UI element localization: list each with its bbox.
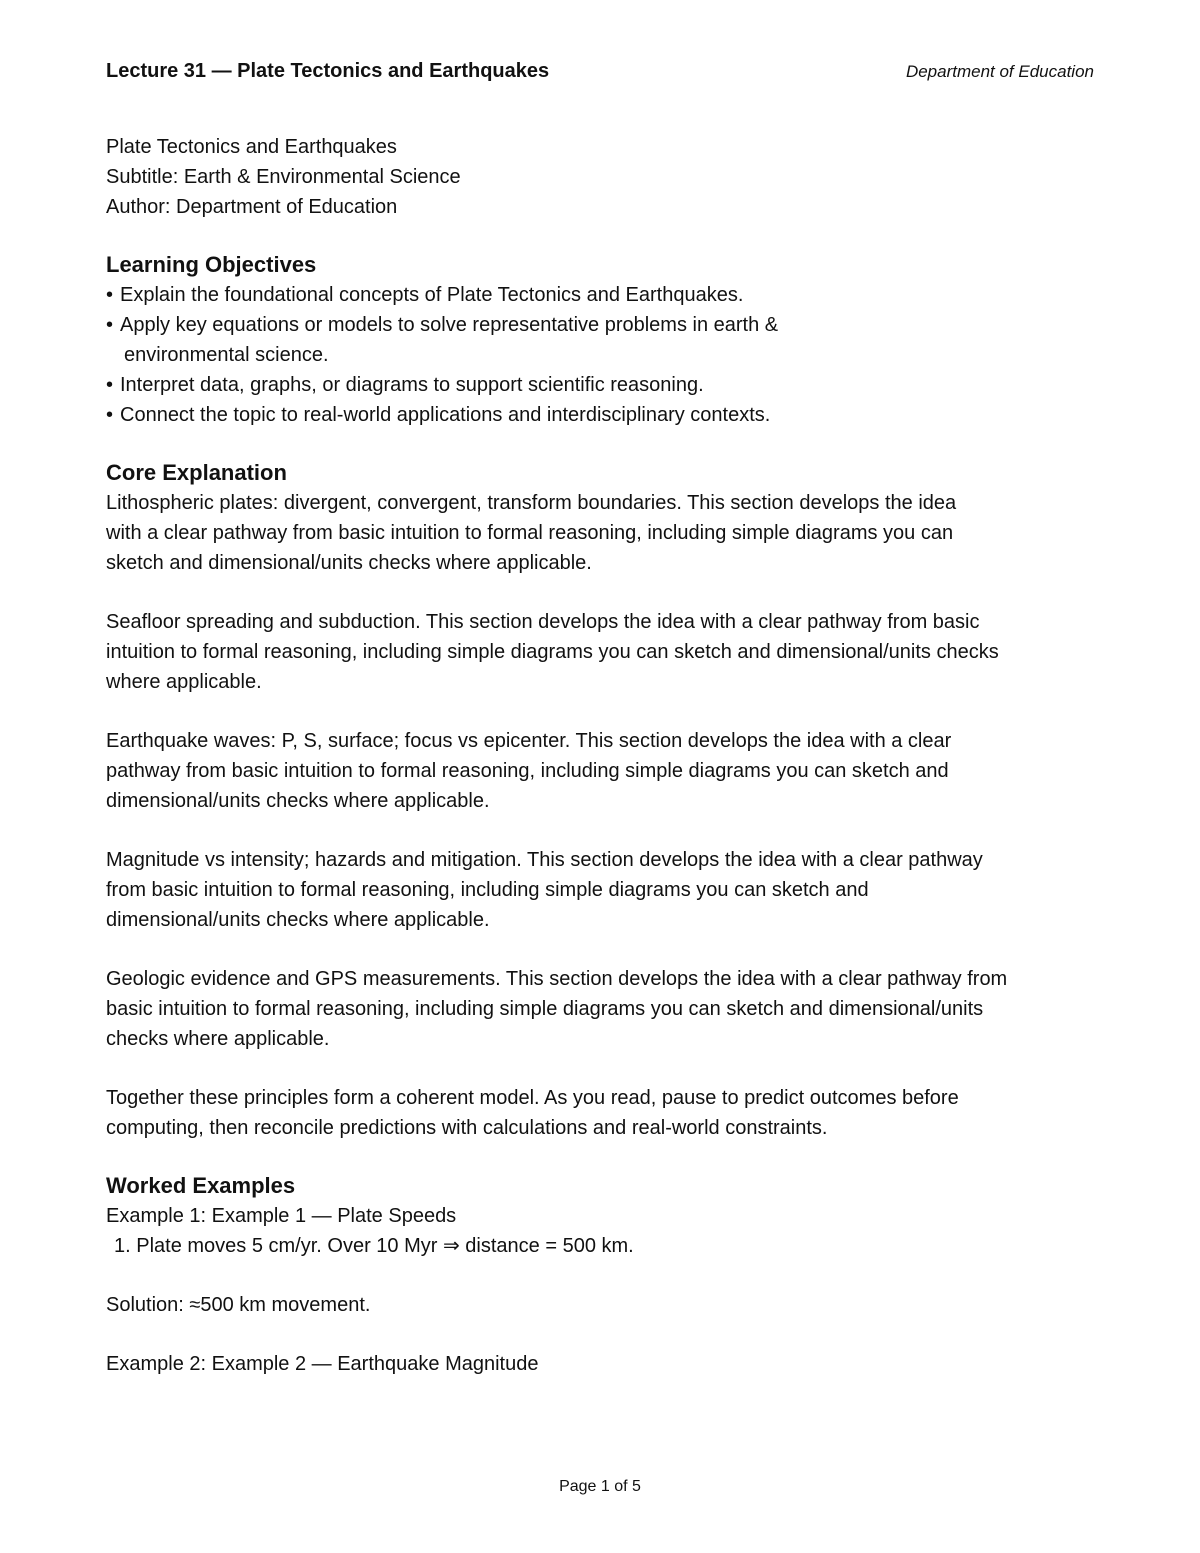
bullet-icon: • (106, 404, 114, 426)
example-2-title: Example 2: Example 2 — Earthquake Magnitude (106, 1353, 539, 1375)
example-1-solution: Solution: ≈500 km movement. (106, 1294, 371, 1316)
page-number: Page 1 of 5 (559, 1478, 641, 1495)
doc-title-line: Plate Tectonics and Earthquakes (106, 136, 397, 158)
bullet-icon: • (106, 284, 114, 306)
objective-item: • Interpret data, graphs, or diagrams to support scientific reasoning. (106, 370, 1066, 400)
core-explanation-heading: Core Explanation (106, 460, 287, 485)
header-department: Department of Education (905, 62, 1094, 81)
core-paragraph: Magnitude vs intensity; hazards and mitigation. This section develops the idea with a clear pathway from basic intuition to formal reasoning, including simple diagrams you can sketch and dimensional/units checks where applicable. (106, 849, 983, 931)
worked-examples-heading: Worked Examples (106, 1173, 296, 1198)
header-title: Lecture 31 — Plate Tectonics and Earthquakes (106, 60, 550, 82)
bullet-icon: • (106, 374, 114, 396)
learning-objectives-heading: Learning Objectives (106, 252, 317, 277)
example-1-title: Example 1: Example 1 — Plate Speeds (106, 1205, 457, 1227)
example-1-step: 1. Plate moves 5 cm/yr. Over 10 Myr ⇒ distance = 500 km. (114, 1235, 634, 1257)
core-paragraph: Lithospheric plates: divergent, convergent, transform boundaries. This section develops the idea with a clear pathway from basic intuition to formal reasoning, including simple diagrams you can sketch and dimensional/units checks where applicable. (106, 492, 957, 574)
core-paragraph: Seafloor spreading and subduction. This section develops the idea with a clear pathway from basic intuition to formal reasoning, including simple diagrams you can sketch and dimensional/units checks where applicable. (106, 611, 999, 693)
document-body (106, 132, 1066, 1379)
core-paragraph: Earthquake waves: P, S, surface; focus vs epicenter. This section develops the idea with a clear pathway from basic intuition to formal reasoning, including simple diagrams you can sketch and dimensional/units checks where applicable. (106, 730, 952, 812)
bullet-icon: • (106, 314, 114, 336)
core-paragraph: Geologic evidence and GPS measurements. This section develops the idea with a clear pathway from basic intuition to formal reasoning, including simple diagrams you can sketch and dimensional/units checks where applicable. (106, 968, 1008, 1050)
objective-item: • Explain the foundational concepts of Plate Tectonics and Earthquakes. (106, 280, 1066, 310)
core-paragraph: Together these principles form a coherent model. As you read, pause to predict outcomes before computing, then reconcile predictions with calculations and real-world constraints. (106, 1087, 959, 1139)
objective-item: • Apply key equations or models to solve representative problems in earth & environmental science. (106, 310, 864, 370)
doc-author-line: Author: Department of Education (106, 196, 398, 218)
doc-subtitle-line: Subtitle: Earth & Environmental Science (106, 166, 461, 188)
objective-item: • Connect the topic to real-world applications and interdisciplinary contexts. (106, 400, 1066, 430)
objectives-list (106, 280, 1066, 430)
